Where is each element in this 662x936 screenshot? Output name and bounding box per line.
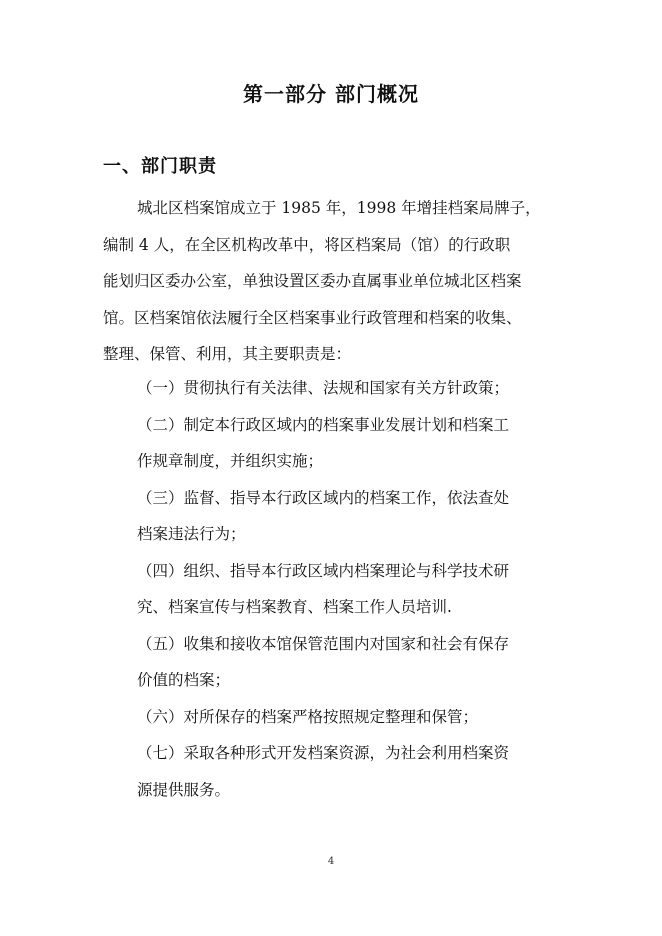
- duty-line: 源提供服务。: [137, 780, 231, 799]
- duty-item: [103, 699, 567, 736]
- intro-paragraph: [103, 190, 567, 373]
- duty-line: （二）制定本行政区域内的档案事业发展计划和档案工: [137, 415, 510, 434]
- duty-item: [103, 553, 567, 626]
- duty-line: （一）贯彻执行有关法律、法规和国家有关方针政策；: [137, 379, 510, 397]
- duty-item: [103, 626, 567, 699]
- paragraph-line: 城北区档案馆成立于 1985 年，1998 年增挂档案局牌子，: [137, 199, 541, 217]
- page-title: 第一部分 部门概况: [243, 82, 419, 106]
- duty-item: [103, 370, 567, 407]
- duty-line: 究、档案宣传与档案教育、档案工作人员培训.: [137, 598, 452, 616]
- duty-line: （五）收集和接收本馆保管范围内对国家和社会有保存: [137, 634, 510, 653]
- duty-line: （六）对所保存的档案严格按照规定整理和保管；: [137, 707, 479, 726]
- page-number: 4: [327, 856, 335, 867]
- duty-item: [103, 735, 567, 808]
- section-heading: 一、部门职责: [103, 156, 217, 177]
- duty-line: 价值的档案；: [137, 671, 231, 689]
- duty-item: [103, 480, 567, 553]
- duty-line: （七）采取各种形式开发档案资源，为社会利用档案资: [137, 744, 510, 762]
- paragraph-line: 编制 4 人，在全区机构改革中，将区档案局（馆）的行政职: [103, 235, 511, 254]
- duty-line: 档案违法行为；: [137, 525, 246, 543]
- duty-line: （三）监督、指导本行政区域内的档案工作，依法查处: [137, 488, 510, 507]
- duty-line: 作规章制度，并组织实施；: [137, 452, 324, 470]
- paragraph-line: 整理、保管、利用，其主要职责是：: [103, 345, 352, 363]
- paragraph-line: 馆。区档案馆依法履行全区档案事业行政管理和档案的收集、: [103, 308, 522, 327]
- duty-item: [103, 407, 567, 480]
- duties-list: [103, 370, 567, 808]
- duty-line: （四）组织、指导本行政区域内档案理论与科学技术研: [137, 561, 510, 580]
- paragraph-line: 能划归区委办公室，单独设置区委办直属事业单位城北区档案: [103, 272, 522, 290]
